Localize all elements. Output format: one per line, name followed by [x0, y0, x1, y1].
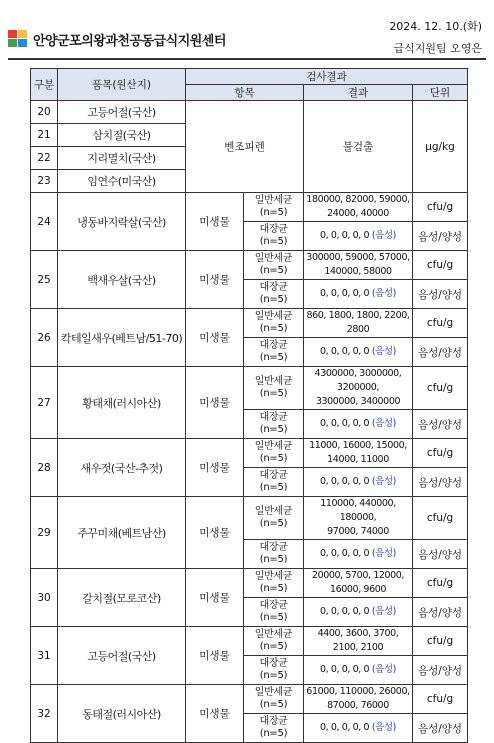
bacteria-label: [244, 685, 304, 714]
micro-category: 미생물: [186, 367, 244, 439]
bacteria-label-line: 일반세균: [254, 571, 293, 582]
coliform-label-line: (n=5): [259, 728, 288, 739]
bacteria-result: [304, 251, 413, 280]
micro-category: 미생물: [186, 439, 244, 497]
row-item: 갈치절(모로코산): [58, 569, 186, 627]
coliform-label-line: 대장균: [259, 340, 288, 351]
negative-tag: (음성): [371, 288, 396, 299]
org-name: 안양군포의왕과천공동급식지원센터: [33, 34, 226, 49]
bacteria-unit: cfu/g: [413, 251, 468, 280]
negative-tag: (음성): [371, 230, 396, 241]
coliform-label-line: (n=5): [259, 670, 288, 681]
bacteria-label-line: 일반세균: [254, 311, 293, 322]
benzopyrene-result: 불검출: [304, 101, 413, 193]
micro-category: 미생물: [186, 251, 244, 309]
bacteria-label-line: 일반세균: [254, 506, 293, 517]
bacteria-result-line: 3300000, 3400000: [315, 396, 401, 407]
coliform-unit: 음성/양성: [413, 280, 468, 309]
negative-tag: (음성): [371, 664, 396, 675]
bacteria-result-line: 16000, 9600: [329, 584, 387, 595]
bacteria-label-line: 일반세균: [254, 441, 293, 452]
col-header-unit: 단위: [413, 85, 468, 101]
bacteria-label-line: 일반세균: [254, 253, 293, 264]
row-item: 고등어절(국산): [58, 627, 186, 685]
negative-tag: (음성): [371, 476, 396, 487]
coliform-unit: 음성/양성: [413, 540, 468, 569]
header-rule: [8, 58, 486, 60]
col-header-no: 구분: [31, 69, 58, 101]
coliform-label-line: (n=5): [259, 554, 288, 565]
coliform-values: 0, 0, 0, 0, 0: [320, 664, 370, 675]
bacteria-result-line: 61000, 110000, 26000,: [306, 686, 410, 697]
micro-category: 미생물: [186, 685, 244, 743]
row-item: 삼치절(국산): [58, 124, 186, 147]
coliform-values: 0, 0, 0, 0, 0: [320, 288, 370, 299]
bacteria-unit: cfu/g: [413, 497, 468, 540]
coliform-label: [244, 338, 304, 367]
bacteria-result: [304, 627, 413, 656]
bacteria-unit: cfu/g: [413, 439, 468, 468]
bacteria-label-line: (n=5): [259, 699, 288, 710]
bacteria-label-line: 일반세균: [254, 629, 293, 640]
coliform-values: 0, 0, 0, 0, 0: [320, 418, 370, 429]
bacteria-label: [244, 309, 304, 338]
bacteria-result: [304, 569, 413, 598]
coliform-label-line: (n=5): [259, 424, 288, 435]
coliform-values: 0, 0, 0, 0, 0: [320, 606, 370, 617]
bacteria-result-line: 4300000, 3000000, 3200000,: [314, 368, 402, 393]
coliform-values: 0, 0, 0, 0, 0: [320, 476, 370, 487]
coliform-unit: 음성/양성: [413, 338, 468, 367]
negative-tag: (음성): [371, 548, 396, 559]
coliform-result: [304, 468, 413, 497]
coliform-label-line: (n=5): [259, 352, 288, 363]
bacteria-label-line: (n=5): [259, 207, 288, 218]
coliform-result: [304, 338, 413, 367]
coliform-label: [244, 468, 304, 497]
coliform-label-line: 대장균: [259, 716, 288, 727]
bacteria-result: [304, 497, 413, 540]
bacteria-result-line: 140000, 58000: [324, 266, 392, 277]
bacteria-label: [244, 439, 304, 468]
bacteria-result-line: 97000, 74000: [327, 526, 389, 537]
coliform-unit: 음성/양성: [413, 222, 468, 251]
table-body: [31, 101, 468, 743]
row-item: 주꾸미채(베트남산): [58, 497, 186, 569]
bacteria-unit: cfu/g: [413, 685, 468, 714]
bacteria-result: [304, 685, 413, 714]
row-no: 29: [31, 497, 58, 569]
table-row: [31, 439, 468, 468]
col-header-result: 결과: [304, 85, 413, 101]
coliform-label: [244, 714, 304, 743]
coliform-result: [304, 410, 413, 439]
coliform-unit: 음성/양성: [413, 468, 468, 497]
row-item: 동태절(러시아산): [58, 685, 186, 743]
coliform-label: [244, 540, 304, 569]
coliform-result: [304, 598, 413, 627]
micro-category: 미생물: [186, 627, 244, 685]
bacteria-label: [244, 251, 304, 280]
report-date: 2024. 12. 10.(화): [389, 20, 482, 33]
coliform-result: [304, 540, 413, 569]
row-no: 21: [31, 124, 58, 147]
coliform-unit: 음성/양성: [413, 656, 468, 685]
inspection-table: [30, 68, 468, 743]
coliform-label: [244, 656, 304, 685]
bacteria-result-line: 20000, 5700, 12000,: [311, 570, 405, 581]
bacteria-unit: cfu/g: [413, 569, 468, 598]
coliform-label-line: (n=5): [259, 612, 288, 623]
coliform-unit: 음성/양성: [413, 598, 468, 627]
coliform-label: [244, 222, 304, 251]
table-row: [31, 367, 468, 410]
bacteria-unit: cfu/g: [413, 309, 468, 338]
coliform-result: [304, 656, 413, 685]
table-row: [31, 497, 468, 540]
coliform-result: [304, 280, 413, 309]
micro-category: 미생물: [186, 569, 244, 627]
bacteria-unit: cfu/g: [413, 627, 468, 656]
coliform-label-line: 대장균: [259, 224, 288, 235]
bacteria-result: [304, 309, 413, 338]
table-row: [31, 193, 468, 222]
bacteria-result-line: 180000, 82000, 59000,: [306, 194, 410, 205]
bacteria-label: [244, 497, 304, 540]
benzopyrene-unit: μg/kg: [413, 101, 468, 193]
bacteria-label-line: (n=5): [259, 453, 288, 464]
coliform-label-line: 대장균: [259, 658, 288, 669]
report-author: 급식지원팀 오영은: [393, 42, 482, 55]
bacteria-label-line: (n=5): [259, 583, 288, 594]
bacteria-label: [244, 627, 304, 656]
benzopyrene-category: 벤조피렌: [186, 101, 304, 193]
row-no: 24: [31, 193, 58, 251]
bacteria-result-line: 110000, 440000, 180000,: [320, 498, 396, 523]
coliform-values: 0, 0, 0, 0, 0: [320, 230, 370, 241]
row-no: 31: [31, 627, 58, 685]
row-item: 냉동바지락살(국산): [58, 193, 186, 251]
row-item: 임연수(미국산): [58, 170, 186, 193]
row-no: 25: [31, 251, 58, 309]
row-item: 백새우살(국산): [58, 251, 186, 309]
row-item: 칵테일새우(베트남/51-70): [58, 309, 186, 367]
row-no: 27: [31, 367, 58, 439]
org-logo-icon: [8, 30, 28, 48]
coliform-result: [304, 222, 413, 251]
bacteria-label: [244, 569, 304, 598]
bacteria-result-line: 300000, 59000, 57000,: [306, 252, 410, 263]
bacteria-label-line: (n=5): [259, 265, 288, 276]
col-header-item: 품목(원산지): [58, 69, 186, 101]
micro-category: 미생물: [186, 497, 244, 569]
table-row: [31, 627, 468, 656]
coliform-values: 0, 0, 0, 0, 0: [320, 548, 370, 559]
page-header: [0, 0, 494, 62]
negative-tag: (음성): [371, 722, 396, 733]
bacteria-result-line: 11000, 16000, 15000,: [309, 440, 407, 451]
coliform-label: [244, 410, 304, 439]
coliform-label-line: 대장균: [259, 282, 288, 293]
row-no: 23: [31, 170, 58, 193]
col-header-category: 항목: [186, 85, 304, 101]
col-header-result-group: 검사결과: [186, 69, 468, 85]
negative-tag: (음성): [371, 418, 396, 429]
bacteria-result-line: 24000, 40000: [327, 208, 389, 219]
negative-tag: (음성): [371, 606, 396, 617]
row-item: 새우젓(국산-추젓): [58, 439, 186, 497]
row-item: 황태채(러시아산): [58, 367, 186, 439]
table-row: [31, 685, 468, 714]
coliform-label-line: (n=5): [259, 236, 288, 247]
bacteria-label-line: (n=5): [259, 641, 288, 652]
row-item: 지리멸치(국산): [58, 147, 186, 170]
row-no: 28: [31, 439, 58, 497]
table-row: [31, 569, 468, 598]
coliform-unit: 음성/양성: [413, 410, 468, 439]
coliform-label-line: 대장균: [259, 600, 288, 611]
coliform-values: 0, 0, 0, 0, 0: [320, 346, 370, 357]
bacteria-label: [244, 367, 304, 410]
bacteria-label-line: 일반세균: [254, 687, 293, 698]
bacteria-result-line: 87000, 76000: [327, 700, 389, 711]
coliform-label: [244, 280, 304, 309]
coliform-result: [304, 714, 413, 743]
row-no: 20: [31, 101, 58, 124]
micro-category: 미생물: [186, 193, 244, 251]
bacteria-result: [304, 193, 413, 222]
row-item: 고등어절(국산): [58, 101, 186, 124]
bacteria-label-line: 일반세균: [254, 376, 293, 387]
bacteria-label-line: (n=5): [259, 323, 288, 334]
coliform-label-line: 대장균: [259, 542, 288, 553]
bacteria-result-line: 4400, 3600, 3700,: [317, 628, 399, 639]
bacteria-result: [304, 367, 413, 410]
negative-tag: (음성): [371, 346, 396, 357]
row-no: 26: [31, 309, 58, 367]
bacteria-result: [304, 439, 413, 468]
coliform-label-line: 대장균: [259, 412, 288, 423]
bacteria-result-line: 860, 1800, 1800, 2200, 2800: [306, 310, 410, 335]
bacteria-label-line: (n=5): [259, 518, 288, 529]
row-no: 32: [31, 685, 58, 743]
coliform-label: [244, 598, 304, 627]
row-no: 30: [31, 569, 58, 627]
bacteria-unit: cfu/g: [413, 193, 468, 222]
bacteria-result-line: 14000, 11000: [327, 454, 389, 465]
bacteria-label-line: 일반세균: [254, 195, 293, 206]
coliform-unit: 음성/양성: [413, 714, 468, 743]
coliform-label-line: (n=5): [259, 482, 288, 493]
coliform-label-line: 대장균: [259, 470, 288, 481]
table-row: [31, 251, 468, 280]
bacteria-label-line: (n=5): [259, 388, 288, 399]
bacteria-label: [244, 193, 304, 222]
bacteria-result-line: 2100, 2100: [332, 642, 384, 653]
row-no: 22: [31, 147, 58, 170]
coliform-label-line: (n=5): [259, 294, 288, 305]
coliform-values: 0, 0, 0, 0, 0: [320, 722, 370, 733]
bacteria-unit: cfu/g: [413, 367, 468, 410]
table-row: [31, 309, 468, 338]
table-row: [31, 101, 468, 124]
micro-category: 미생물: [186, 309, 244, 367]
